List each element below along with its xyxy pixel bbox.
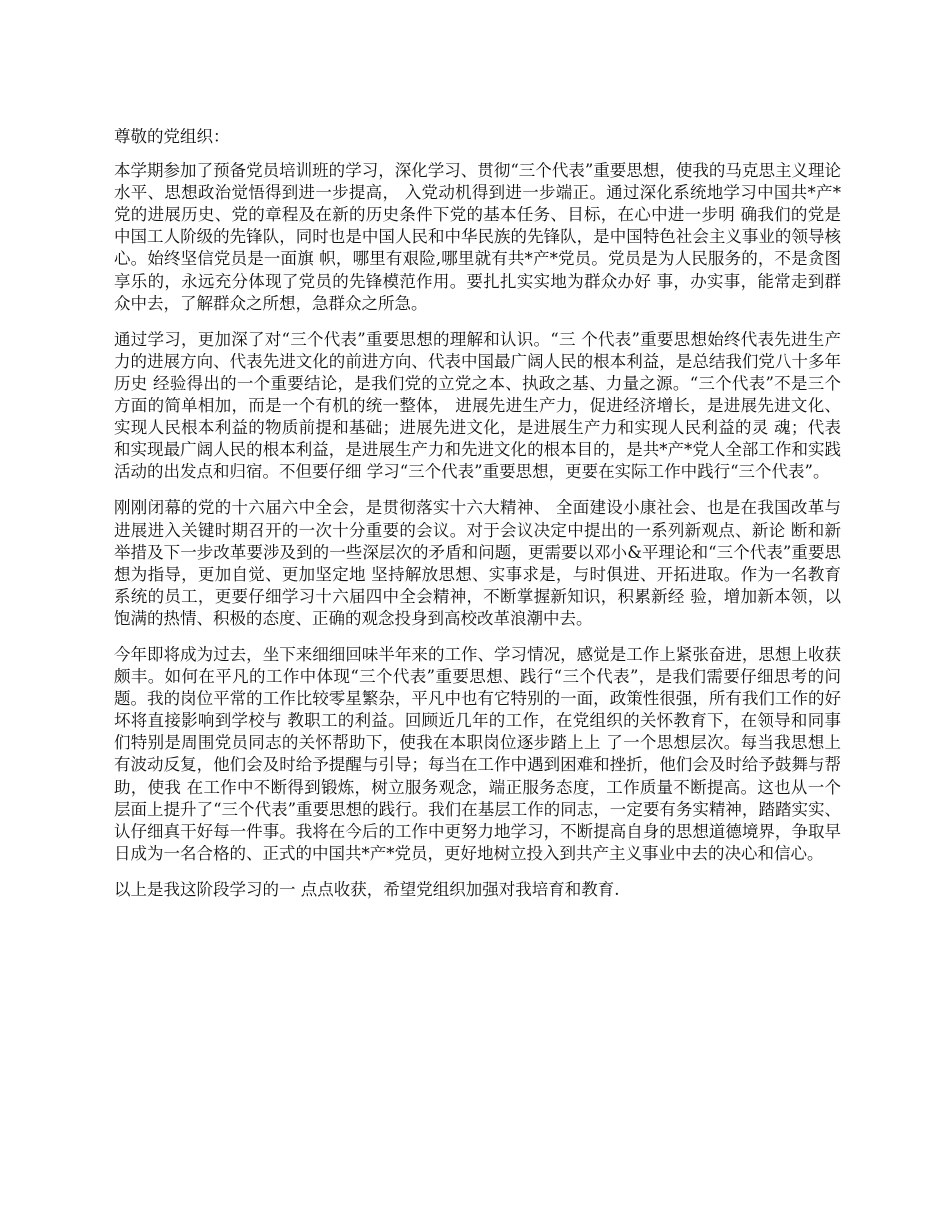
paragraph-5: 以上是我这阶段学习的一 点点收获，希望党组织加强对我培育和教育. xyxy=(114,879,620,899)
paragraph-3: 刚刚闭幕的党的十六届六中全会，是贯彻落实十六大精神、 全面建设小康社会、也是在我国改革与进展进入关键时期召开的一次十分重要的会议。对于会议决定中提出的一系列新观点、新论 断和新举措及下一步改革要涉及到的一些深层次的矛盾和问题，更需要以邓小&平理论和“三个代表”重要思想为指导，更加自觉、更加坚定地 坚持解放思想、实事求是，与时俱进、开拓进取。作为一名教育系统的员工，更要仔细学习十六届四中全会精神，不断掌握新知识，积累新经 验，增加新本领，以饱满的热情、积极的态度、正确的观念投身到高校改革浪潮中去。 xyxy=(114,498,841,628)
paragraph-1: 本学期参加了预备党员培训班的学习，深化学习、贯彻“三个代表”重要思想，使我的马克思主义理论水平、思想政治觉悟得到进一步提高， 入党动机得到进一步端正。通过深化系统地学习中国共*产*党的进展历史、党的章程及在新的历史条件下党的基本任务、目标，在心中进一步明 确我们的党是中国工人阶级的先锋队，同时也是中国人民和中华民族的先锋队，是中国特色社会主义事业的领导核心。始终坚信党员是一面旗 帜，哪里有艰险,哪里就有共*产*党员。党员是为人民服务的，不是贪图享乐的，永远充分体现了党员的先锋模范作用。要扎扎实实地为群众办好 事，办实事，能常走到群众中去，了解群众之所想，急群众之所急。 xyxy=(114,161,841,313)
document-page xyxy=(114,126,841,915)
paragraph-4: 今年即将成为过去，坐下来细细回味半年来的工作、学习情况，感觉是工作上紧张奋进，思想上收获颇丰。如何在平凡的工作中体现“三个代表”重要思想、践行“三个代表”，是我们需要仔细思考的问题。我的岗位平常的工作比较零星繁杂，平凡中也有它特别的一面，政策性很强，所有我们工作的好坏将直接影响到学校与 教职工的利益。回顾近几年的工作，在党组织的关怀教育下，在领导和同事们特别是周围党员同志的关怀帮助下，使我在本职岗位逐步踏上上 了一个思想层次。每当我思想上有波动反复，他们会及时给予提醒与引导；每当在工作中遇到困难和挫折，他们会及时给予鼓舞与帮助，使我 在工作中不断得到锻炼，树立服务观念，端正服务态度，工作质量不断提高。这也从一个层面上提升了“三个代表”重要思想的践行。我们在基层工作的同志，一定要有务实精神，踏踏实实、认仔细真干好每一件事。我将在今后的工作中更努力地学习，不断提高自身的思想道德境界，争取早日成为一名合格的、正式的中国共*产*党员，更好地树立投入到共产主义事业中去的决心和信心。 xyxy=(114,644,841,863)
salutation: 尊敬的党组织： xyxy=(114,127,230,146)
paragraph-2: 通过学习，更加深了对“三个代表”重要思想的理解和认识。“三 个代表”重要思想始终代表先进生产力的进展方向、代表先进文化的前进方向、代表中国最广阔人民的根本利益，是总结我们党八十多年历史 经验得出的一个重要结论，是我们党的立党之本、执政之基、力量之源。“三个代表”不是三个方面的简单相加，而是一个有机的统一整体， 进展先进生产力，促进经济增长，是进展先进文化、实现人民根本利益的物质前提和基础；进展先进文化，是进展生产力和实现人民利益的灵 魂；代表和实现最广阔人民的根本利益，是进展生产力和先进文化的根本目的，是共*产*党人全部工作和实践活动的出发点和归宿。不但要仔细 学习“三个代表”重要思想，更要在实际工作中践行“三个代表”。 xyxy=(114,329,841,482)
